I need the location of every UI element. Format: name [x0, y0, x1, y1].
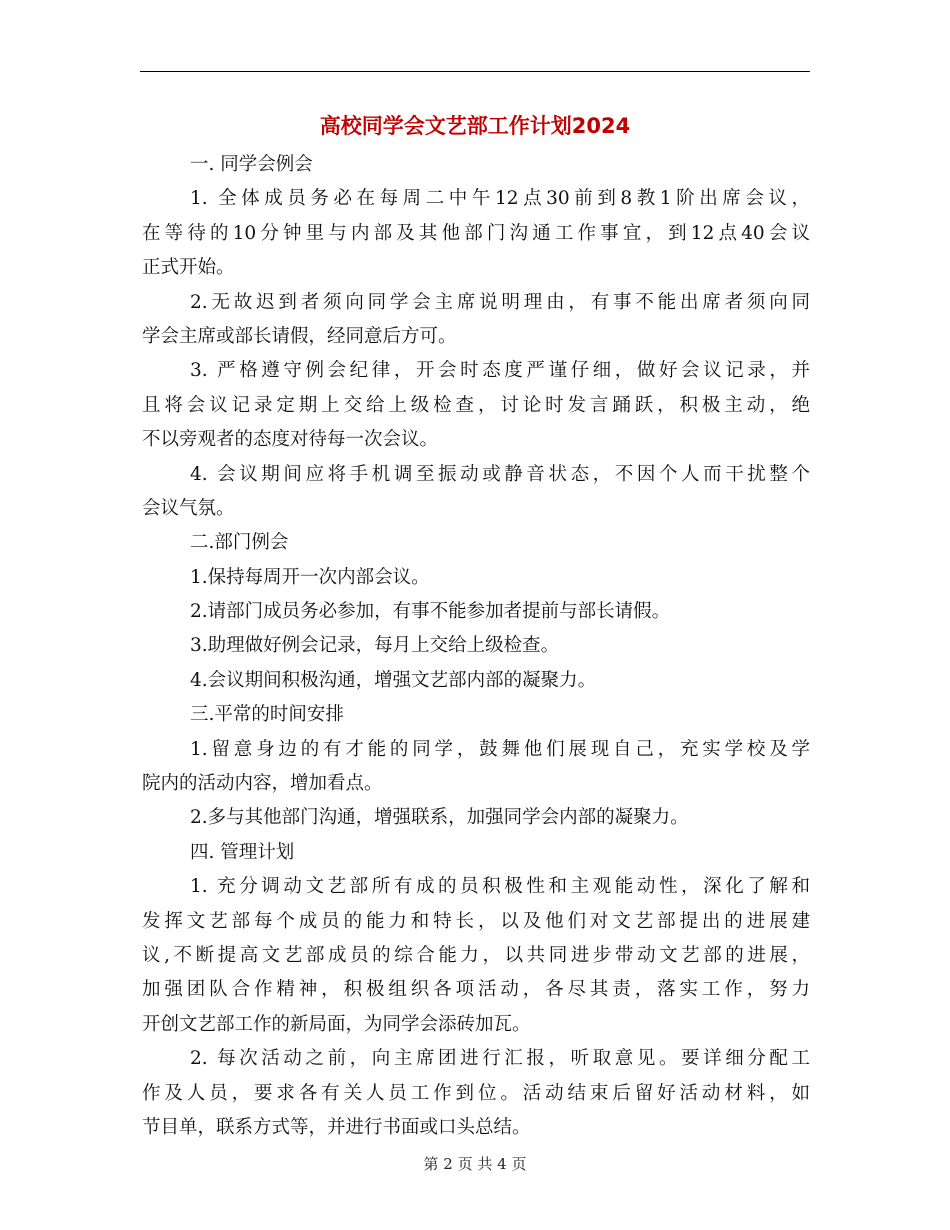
body-line: 学会主席或部长请假，经同意后方可。 [142, 325, 457, 347]
body-line: 院内的活动内容，增加看点。 [142, 773, 383, 795]
body-line: 议,不断提高文艺部成员的综合能力，以共同进步带动文艺部的进展， [142, 944, 810, 966]
document-title: 高校同学会文艺部工作计划2024 [319, 114, 631, 138]
body-line: 会议气氛。 [142, 497, 235, 519]
body-line: 一. 同学会例会 [190, 154, 313, 175]
body-line: 1. 充分调动文艺部所有成的员积极性和主观能动性，深化了解和 [190, 876, 810, 898]
body-line: 4.会议期间积极沟通，增强文艺部内部的凝聚力。 [190, 669, 597, 691]
document-body [142, 148, 810, 1145]
body-line: 2.无故迟到者须向同学会主席说明理由，有事不能出席者须向同 [190, 291, 810, 313]
header-rule [140, 71, 810, 72]
body-line: 加强团队合作精神，积极组织各项活动，各尽其责，落实工作，努力 [142, 979, 810, 1001]
body-line: 2.多与其他部门沟通，增强联系，加强同学会内部的凝聚力。 [190, 807, 689, 829]
body-line: 2. 每次活动之前，向主席团进行汇报，听取意见。要详细分配工 [190, 1048, 810, 1070]
body-line: 四. 管理计划 [190, 841, 295, 863]
body-line: 3. 严格遵守例会纪律，开会时态度严谨仔细，做好会议记录，并 [190, 360, 810, 382]
body-line: 三.平常的时间安排 [190, 704, 344, 726]
page-number: 第 2 页 共 4 页 [423, 1155, 527, 1173]
body-line: 二.部门例会 [190, 532, 289, 554]
body-line: 节目单，联系方式等，并进行书面或口头总结。 [142, 1116, 531, 1138]
body-line: 4. 会议期间应将手机调至振动或静音状态，不因个人而干扰整个 [190, 463, 810, 485]
body-line: 作及人员，要求各有关人员工作到位。活动结束后留好活动材料，如 [142, 1082, 810, 1104]
body-line: 1.留意身边的有才能的同学，鼓舞他们展现自己，充实学校及学 [190, 738, 810, 760]
body-line: 3.助理做好例会记录，每月上交给上级检查。 [190, 635, 560, 657]
body-line: 2.请部门成员务必参加，有事不能参加者提前与部长请假。 [190, 601, 671, 623]
body-line: 发挥文艺部每个成员的能力和特长，以及他们对文艺部提出的进展建 [142, 910, 810, 932]
body-line: 不以旁观者的态度对待每一次会议。 [142, 429, 439, 451]
body-line: 正式开始。 [142, 257, 235, 279]
body-line: 1.保持每周开一次内部会议。 [190, 566, 430, 588]
body-line: 且将会议记录定期上交给上级检查，讨论时发言踊跃，积极主动，绝 [142, 394, 810, 416]
body-line: 1. 全体成员务必在每周二中午12点30前到8教1阶出席会议， [190, 188, 810, 210]
body-line: 开创文艺部工作的新局面，为同学会添砖加瓦。 [142, 1013, 531, 1035]
body-line: 在等待的10分钟里与内部及其他部门沟通工作事宜，到12点40会议 [142, 222, 810, 244]
